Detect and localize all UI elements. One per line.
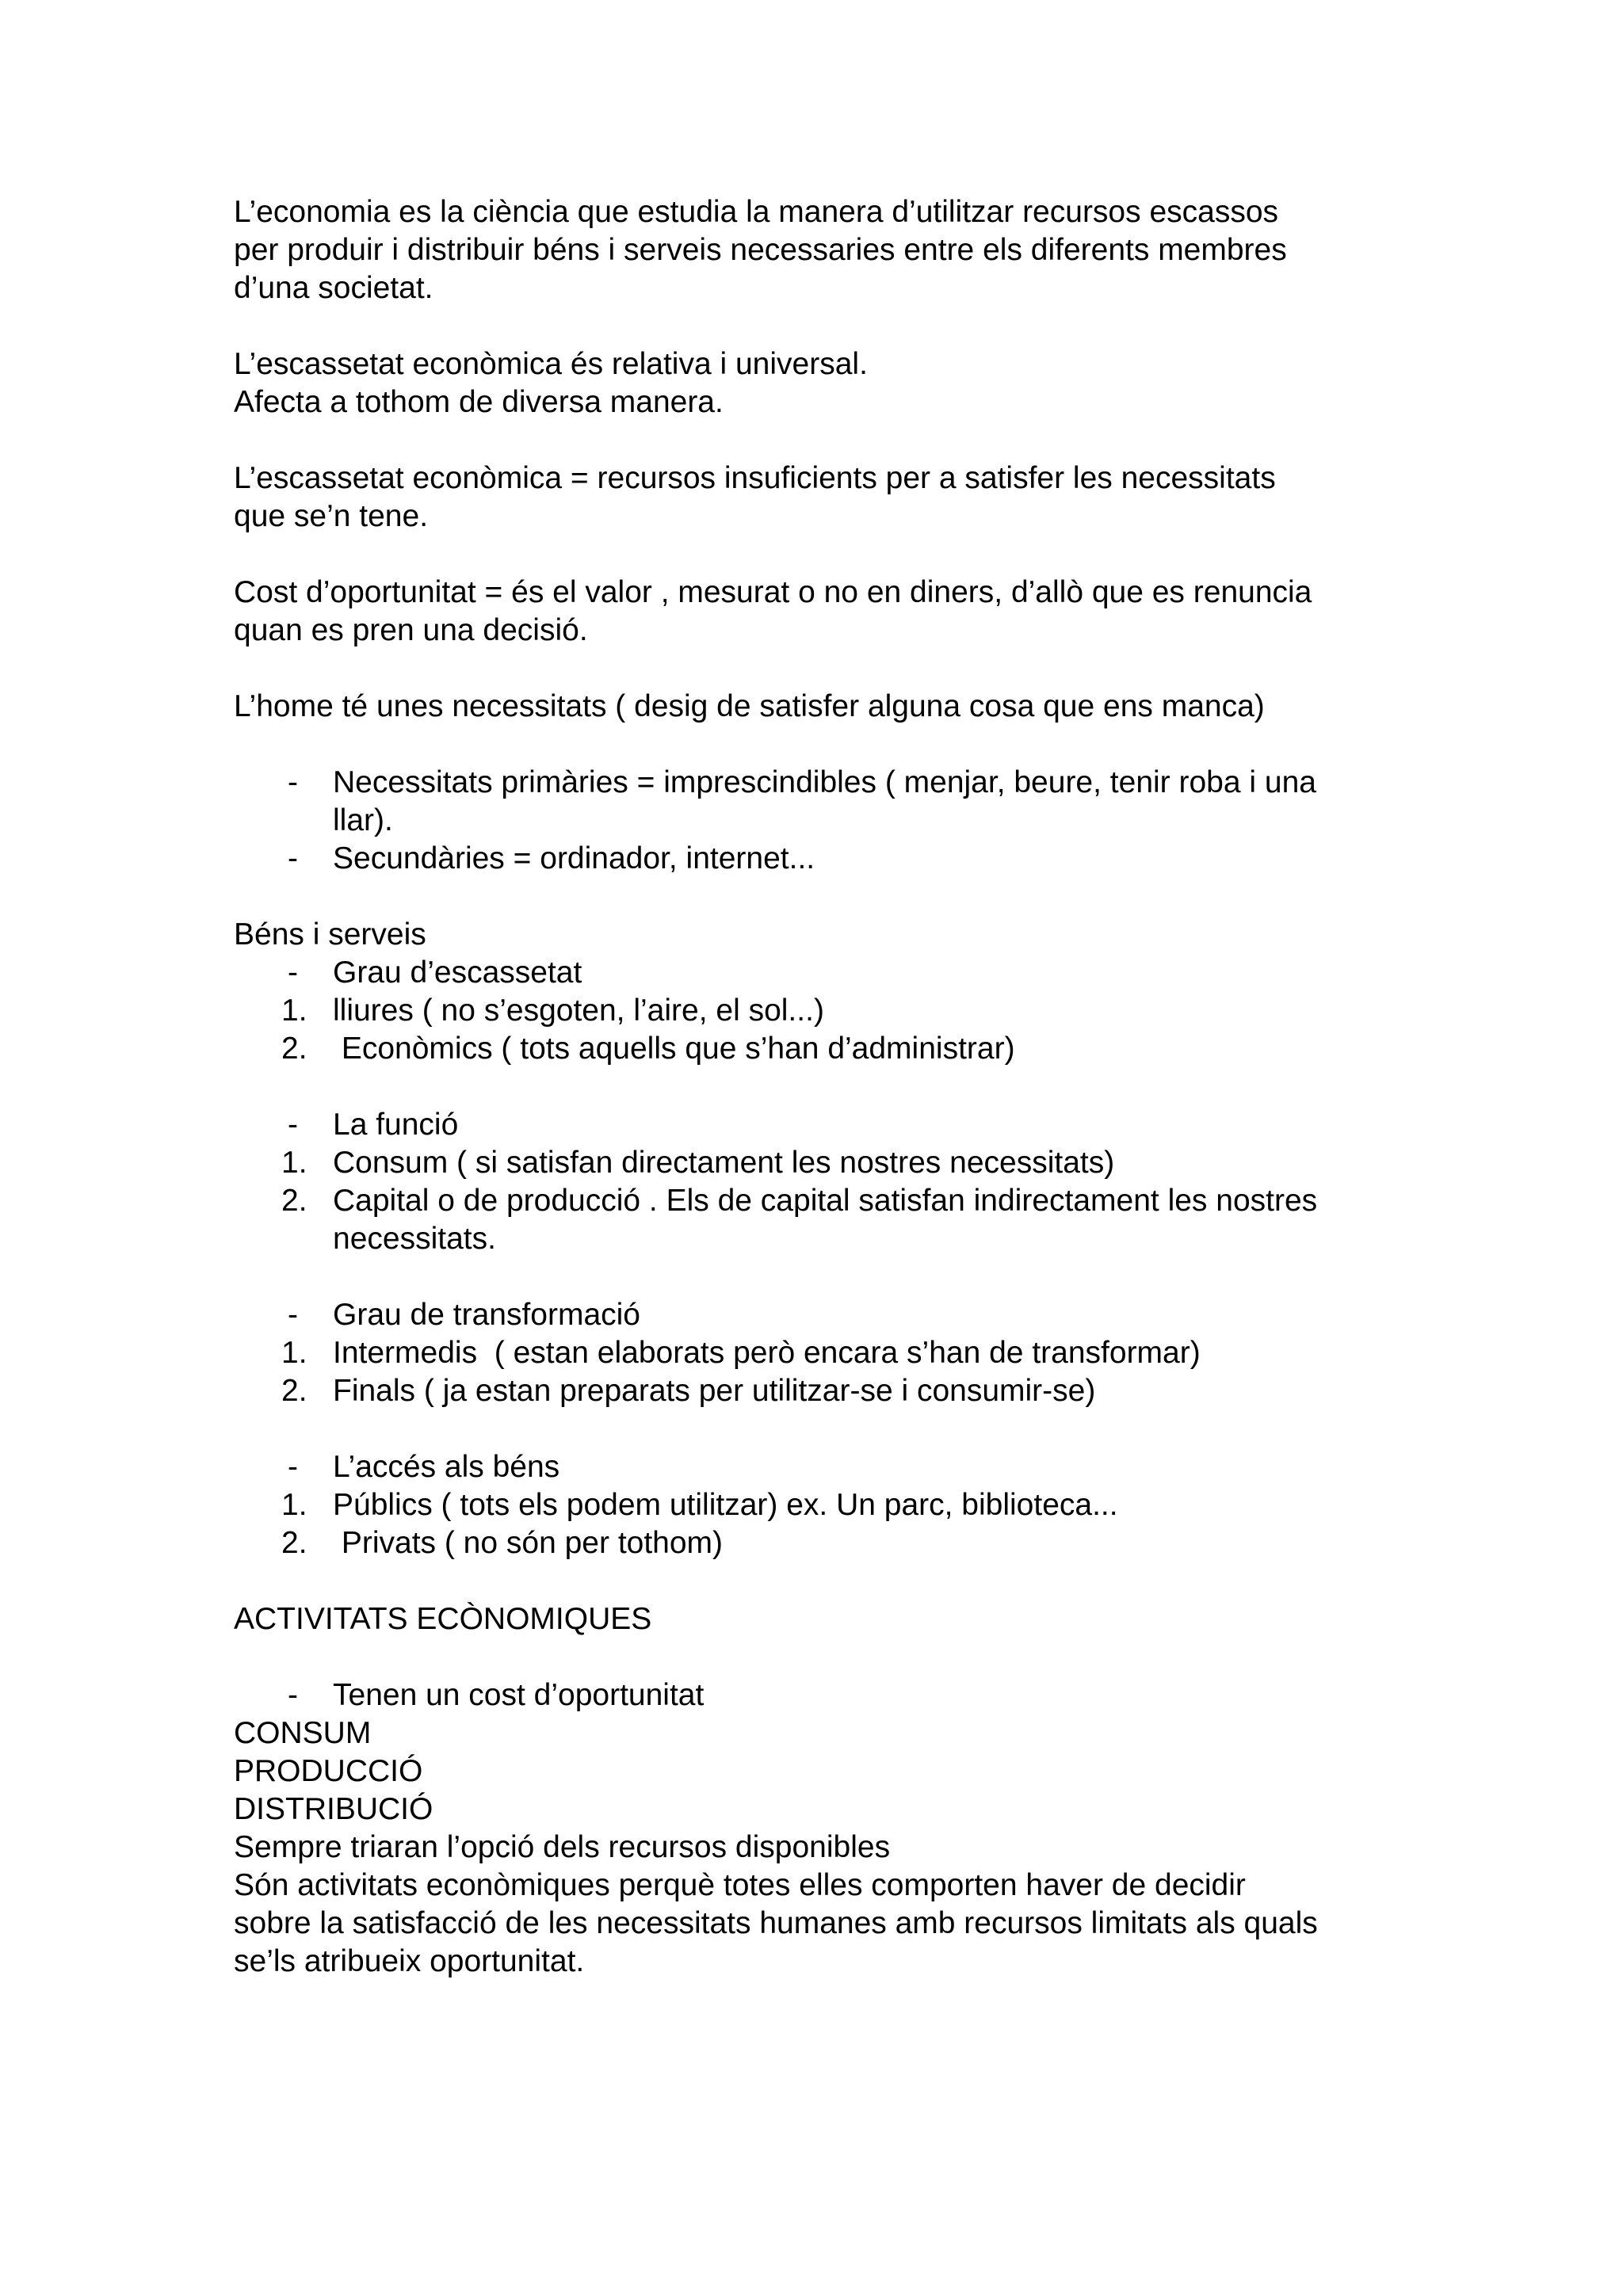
goods-group-access (234, 1448, 1407, 1562)
text-line: Són activitats econòmiques perquè totes elles comporten haver de decidir (234, 1868, 1246, 1902)
list-item-text: Finals ( ja estan preparats per utilitzar-se i consumir-se) (333, 1374, 1096, 1408)
list-number: 2. (281, 1526, 307, 1560)
bullet-dash: - (288, 1678, 298, 1712)
text-line: Sempre triaran l’opció dels recursos disponibles (234, 1830, 891, 1864)
bullet-dash: - (288, 841, 298, 875)
heading-text: Béns i serveis (234, 917, 426, 952)
list-item (234, 840, 1407, 878)
group-title (234, 1106, 1407, 1144)
paragraph-opportunity-cost (234, 574, 1407, 650)
section-heading-activities (234, 1600, 1407, 1638)
list-item (234, 992, 1407, 1030)
list-item (234, 1486, 1407, 1524)
list-item-text: Consum ( si satisfan directament les nostres necessitats) (333, 1146, 1115, 1180)
list-item (234, 1030, 1407, 1068)
text-line: L’escassetat econòmica és relativa i universal. (234, 347, 868, 381)
group-title-text: Grau d’escassetat (333, 955, 582, 990)
text-line: d’una societat. (234, 271, 433, 305)
list-number: 2. (281, 1184, 307, 1218)
heading-text: ACTIVITATS ECÒNOMIQUES (234, 1602, 652, 1636)
goods-group-scarcity (234, 954, 1407, 1068)
text-line: PRODUCCIÓ (234, 1754, 423, 1788)
group-title (234, 1448, 1407, 1486)
text-line: Afecta a tothom de diversa manera. (234, 385, 724, 419)
group-title (234, 954, 1407, 992)
text-line: que se’n tene. (234, 499, 429, 533)
text-line: L’escassetat econòmica = recursos insuficients per a satisfer les necessitats (234, 461, 1276, 495)
list-number: 1. (281, 994, 307, 1028)
list-item-text: necessitats. (333, 1222, 496, 1256)
text-line: CONSUM (234, 1716, 372, 1750)
text-line: Cost d’oportunitat = és el valor , mesurat o no en diners, d’allò que es renuncia (234, 575, 1312, 609)
list-number: 1. (281, 1488, 307, 1522)
needs-list (234, 764, 1407, 878)
list-item-text: lliures ( no s’esgoten, l’aire, el sol...) (333, 994, 824, 1028)
bullet-dash: - (288, 1108, 298, 1142)
paragraph-scarcity (234, 345, 1407, 421)
bullet-dash: - (288, 955, 298, 990)
group-title (234, 1296, 1407, 1334)
list-item (234, 1182, 1407, 1258)
list-number: 2. (281, 1032, 307, 1066)
document-page (234, 193, 1407, 1981)
list-number: 1. (281, 1336, 307, 1370)
list-item-text: Públics ( tots els podem utilitzar) ex. Un parc, biblioteca... (333, 1488, 1118, 1522)
list-item (234, 1372, 1407, 1410)
group-title-text: L’accés als béns (333, 1450, 560, 1484)
paragraph-activities (234, 1714, 1407, 1981)
paragraph-needs (234, 688, 1407, 726)
list-item (234, 1524, 1407, 1562)
text-line: DISTRIBUCIÓ (234, 1792, 433, 1826)
goods-group-function (234, 1106, 1407, 1258)
list-item (234, 1676, 1407, 1714)
group-title-text: La funció (333, 1108, 459, 1142)
bullet-dash: - (288, 1298, 298, 1332)
text-line: L’economia es la ciència que estudia la manera d’utilitzar recursos escassos (234, 195, 1279, 229)
text-line: se’ls atribueix oportunitat. (234, 1944, 585, 1978)
bullet-dash: - (288, 765, 298, 799)
list-item-text: Capital o de producció . Els de capital satisfan indirectament les nostres (333, 1184, 1318, 1218)
list-item-text: Necessitats primàries = imprescindibles ( menjar, beure, tenir roba i una (333, 765, 1316, 799)
list-item-text: Econòmics ( tots aquells que s’han d’administrar) (333, 1032, 1015, 1066)
text-line: per produir i distribuir béns i serveis necessaries entre els diferents membres (234, 233, 1287, 267)
list-number: 2. (281, 1374, 307, 1408)
list-item-text: llar). (333, 803, 393, 837)
list-item (234, 1144, 1407, 1182)
list-item (234, 1334, 1407, 1372)
list-number: 1. (281, 1146, 307, 1180)
text-line: L’home té unes necessitats ( desig de satisfer alguna cosa que ens manca) (234, 689, 1265, 723)
text-line: quan es pren una decisió. (234, 613, 588, 647)
paragraph-economy-definition (234, 193, 1407, 307)
list-item-text: Privats ( no són per tothom) (333, 1526, 724, 1560)
list-item (234, 764, 1407, 840)
group-title-text: Grau de transformació (333, 1298, 641, 1332)
list-item-text: Tenen un cost d’oportunitat (333, 1678, 705, 1712)
section-heading-goods (234, 916, 1407, 954)
paragraph-scarcity-definition (234, 460, 1407, 536)
goods-group-transformation (234, 1296, 1407, 1410)
text-line: sobre la satisfacció de les necessitats humanes amb recursos limitats als quals (234, 1906, 1318, 1940)
list-item-text: Intermedis ( estan elaborats però encara s’han de transformar) (333, 1336, 1201, 1370)
list-item-text: Secundàries = ordinador, internet... (333, 841, 815, 875)
bullet-dash: - (288, 1450, 298, 1484)
